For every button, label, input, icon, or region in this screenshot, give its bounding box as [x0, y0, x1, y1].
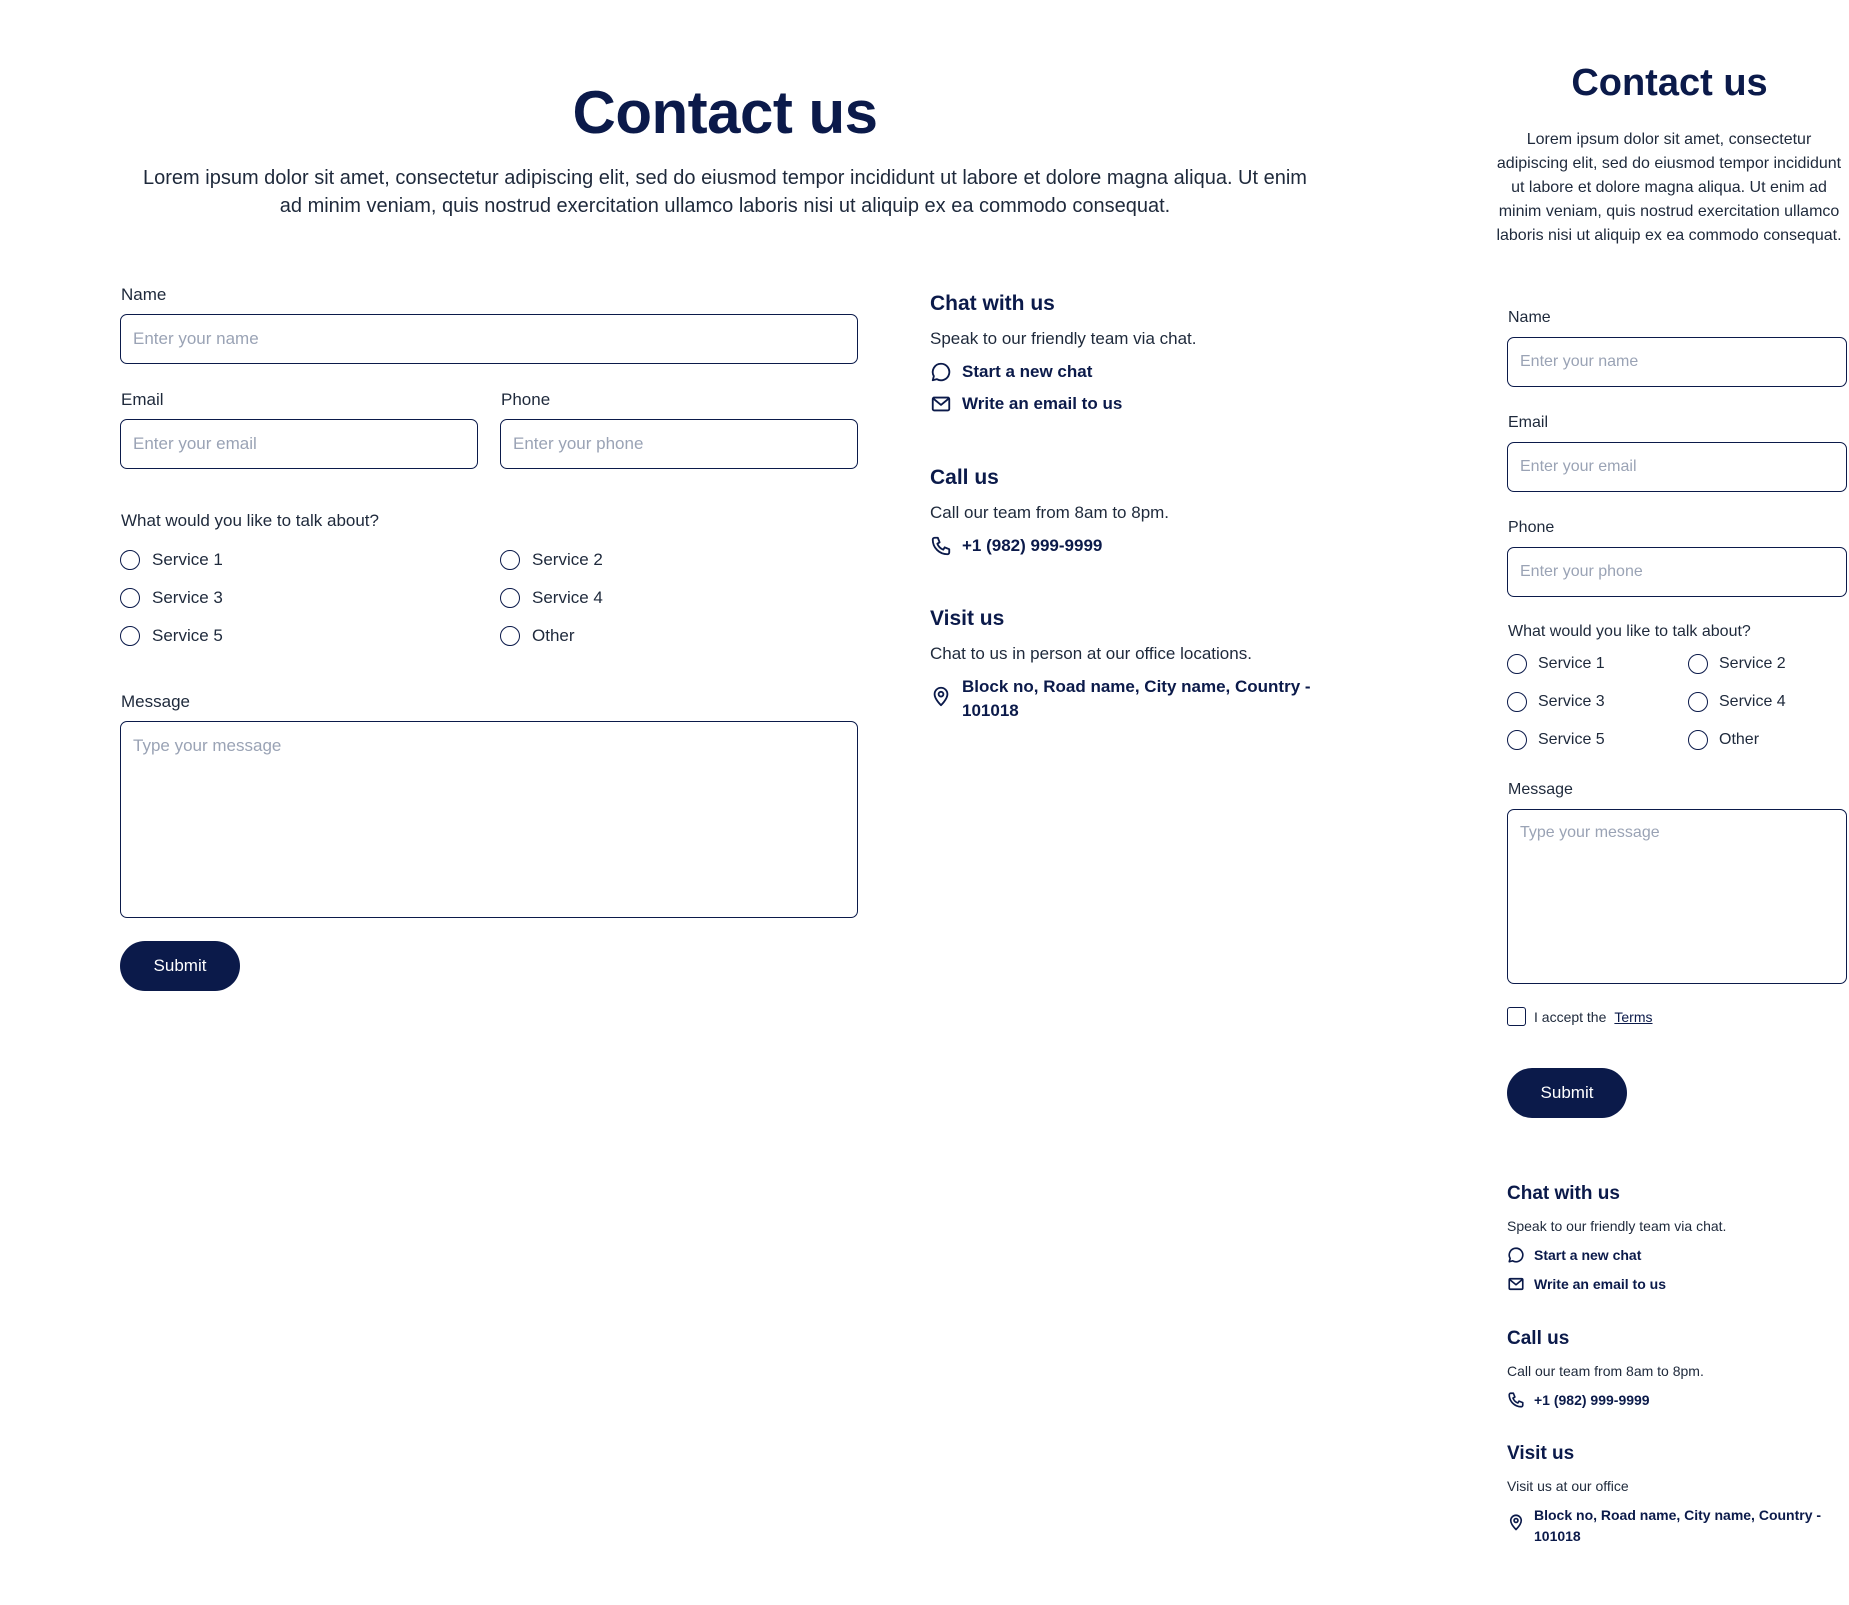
radio-label: Service 2 [1719, 655, 1786, 672]
radio-circle[interactable] [1688, 730, 1708, 750]
radio-circle[interactable] [120, 588, 140, 608]
mobile-radio-service-5[interactable] [1507, 730, 1605, 750]
mobile-email-us-link[interactable] [1507, 1274, 1666, 1295]
radio-service-5[interactable] [120, 626, 223, 646]
radio-label: Service 3 [152, 588, 223, 607]
mobile-phone-label: Phone [1508, 519, 1555, 536]
email-us-label: Write an email to us [1534, 1276, 1666, 1292]
envelope-icon [930, 393, 952, 415]
mobile-page-title: Contact us [1571, 62, 1768, 104]
radio-service-1[interactable] [120, 550, 223, 570]
radio-label: Service 4 [532, 588, 603, 607]
phone-label: Phone [501, 390, 551, 409]
message-label: Message [121, 692, 190, 711]
mobile-message-label: Message [1508, 781, 1573, 798]
mobile-email-label: Email [1508, 414, 1549, 431]
mobile-email-input[interactable] [1507, 442, 1847, 492]
mobile-visit-description: Visit us at our office [1507, 1478, 1629, 1494]
mobile-name-input[interactable] [1507, 337, 1847, 387]
page-intro: Lorem ipsum dolor sit amet, consectetur adipiscing elit, sed do eiusmod tempor incididunt ut labore et dolore magna aliqua. Ut enim ad minim veniam, quis nostrud exercitation ullamco laboris nisi ut aliquip ex ea commodo consequat. [143, 167, 1307, 217]
phone-number: +1 (982) 999-9999 [962, 536, 1103, 555]
email-us-link[interactable] [930, 392, 1122, 416]
radio-circle[interactable] [120, 626, 140, 646]
radio-label: Service 5 [1538, 731, 1605, 748]
address-text [1534, 1505, 1821, 1547]
mobile-message-textarea[interactable] [1507, 809, 1847, 984]
radio-circle[interactable] [1507, 654, 1527, 674]
email-input[interactable] [120, 419, 478, 469]
envelope-icon [1507, 1275, 1525, 1293]
mobile-radio-service-3[interactable] [1507, 692, 1605, 712]
radio-circle[interactable] [500, 550, 520, 570]
phone-link[interactable] [930, 534, 1102, 558]
name-label: Name [121, 285, 167, 304]
call-description: Call our team from 8am to 8pm. [930, 503, 1170, 522]
radio-service-3[interactable] [120, 588, 223, 608]
radio-service-4[interactable] [500, 588, 603, 608]
mobile-address-link[interactable] [1507, 1505, 1847, 1547]
topic-label: What would you like to talk about? [121, 511, 379, 530]
chat-bubble-icon [1507, 1246, 1525, 1264]
mobile-radio-service-4[interactable] [1688, 692, 1786, 712]
radio-circle[interactable] [1507, 730, 1527, 750]
phone-input[interactable] [500, 419, 858, 469]
email-us-label: Write an email to us [962, 394, 1123, 413]
name-input[interactable] [120, 314, 858, 364]
phone-number: +1 (982) 999-9999 [1534, 1392, 1650, 1408]
radio-service-2[interactable] [500, 550, 603, 570]
phone-icon [1507, 1391, 1525, 1409]
mobile-topic-label: What would you like to talk about? [1508, 623, 1751, 640]
submit-button[interactable]: Submit [120, 941, 240, 991]
radio-circle[interactable] [500, 588, 520, 608]
start-chat-label: Start a new chat [1534, 1247, 1642, 1263]
chat-bubble-icon [930, 361, 952, 383]
radio-circle[interactable] [1507, 692, 1527, 712]
mobile-name-label: Name [1508, 309, 1551, 326]
chat-description: Speak to our friendly team via chat. [930, 329, 1197, 348]
address-text [962, 675, 1311, 723]
radio-other[interactable] [500, 626, 575, 646]
visit-description: Chat to us in person at our office locations. [930, 644, 1252, 663]
radio-label: Service 3 [1538, 693, 1605, 710]
radio-label: Service 2 [532, 550, 603, 569]
terms-link[interactable]: Terms [1614, 1008, 1653, 1025]
mobile-submit-button[interactable]: Submit [1507, 1068, 1627, 1118]
address-line-2: 101018 [1534, 1528, 1581, 1544]
mobile-radio-service-1[interactable] [1507, 654, 1605, 674]
mobile-call-description: Call our team from 8am to 8pm. [1507, 1363, 1704, 1379]
radio-circle[interactable] [1688, 692, 1708, 712]
map-pin-icon [1507, 1513, 1525, 1531]
mobile-visit-title: Visit us [1507, 1443, 1575, 1464]
page-title: Contact us [572, 79, 878, 146]
mobile-radio-service-2[interactable] [1688, 654, 1786, 674]
mobile-start-chat-link[interactable] [1507, 1245, 1641, 1266]
address-line-1: Block no, Road name, City name, Country - [962, 677, 1311, 696]
mobile-call-title: Call us [1507, 1328, 1570, 1349]
mobile-phone-input[interactable] [1507, 547, 1847, 597]
mobile-phone-link[interactable] [1507, 1390, 1650, 1411]
start-chat-label: Start a new chat [962, 362, 1093, 381]
map-pin-icon [930, 685, 952, 707]
address-line-1: Block no, Road name, City name, Country - [1534, 1507, 1822, 1523]
radio-circle[interactable] [500, 626, 520, 646]
radio-circle[interactable] [1688, 654, 1708, 674]
message-textarea[interactable] [120, 721, 858, 918]
address-link[interactable] [930, 675, 1311, 723]
terms-checkbox-row[interactable] [1507, 1007, 1653, 1026]
radio-label: Service 1 [152, 550, 223, 569]
radio-label: Service 5 [152, 626, 223, 645]
call-title: Call us [930, 466, 999, 489]
radio-label: Service 4 [1719, 693, 1786, 710]
radio-label: Other [532, 626, 575, 645]
mobile-page-intro: Lorem ipsum dolor sit amet, consectetur adipiscing elit, sed do eiusmod tempor incididunt ut labore et dolore magna aliqua. Ut enim ad minim veniam, quis nostrud exercitation ullamco laboris nisi ut aliquip ex ea commodo consequat. [1496, 131, 1842, 244]
email-label: Email [121, 390, 164, 409]
visit-title: Visit us [930, 607, 1005, 630]
mobile-radio-other[interactable] [1688, 730, 1759, 750]
phone-icon [930, 535, 952, 557]
mobile-chat-description: Speak to our friendly team via chat. [1507, 1218, 1727, 1234]
mobile-contact-page [1490, 0, 1849, 1605]
chat-title: Chat with us [930, 292, 1055, 315]
address-line-2: 101018 [962, 701, 1019, 720]
radio-label: Other [1719, 731, 1760, 748]
radio-label: Service 1 [1538, 655, 1605, 672]
radio-circle[interactable] [120, 550, 140, 570]
terms-checkbox[interactable] [1507, 1007, 1526, 1026]
start-chat-link[interactable] [930, 360, 1092, 384]
terms-prefix: I accept the [1534, 1008, 1607, 1025]
mobile-chat-title: Chat with us [1507, 1183, 1620, 1204]
